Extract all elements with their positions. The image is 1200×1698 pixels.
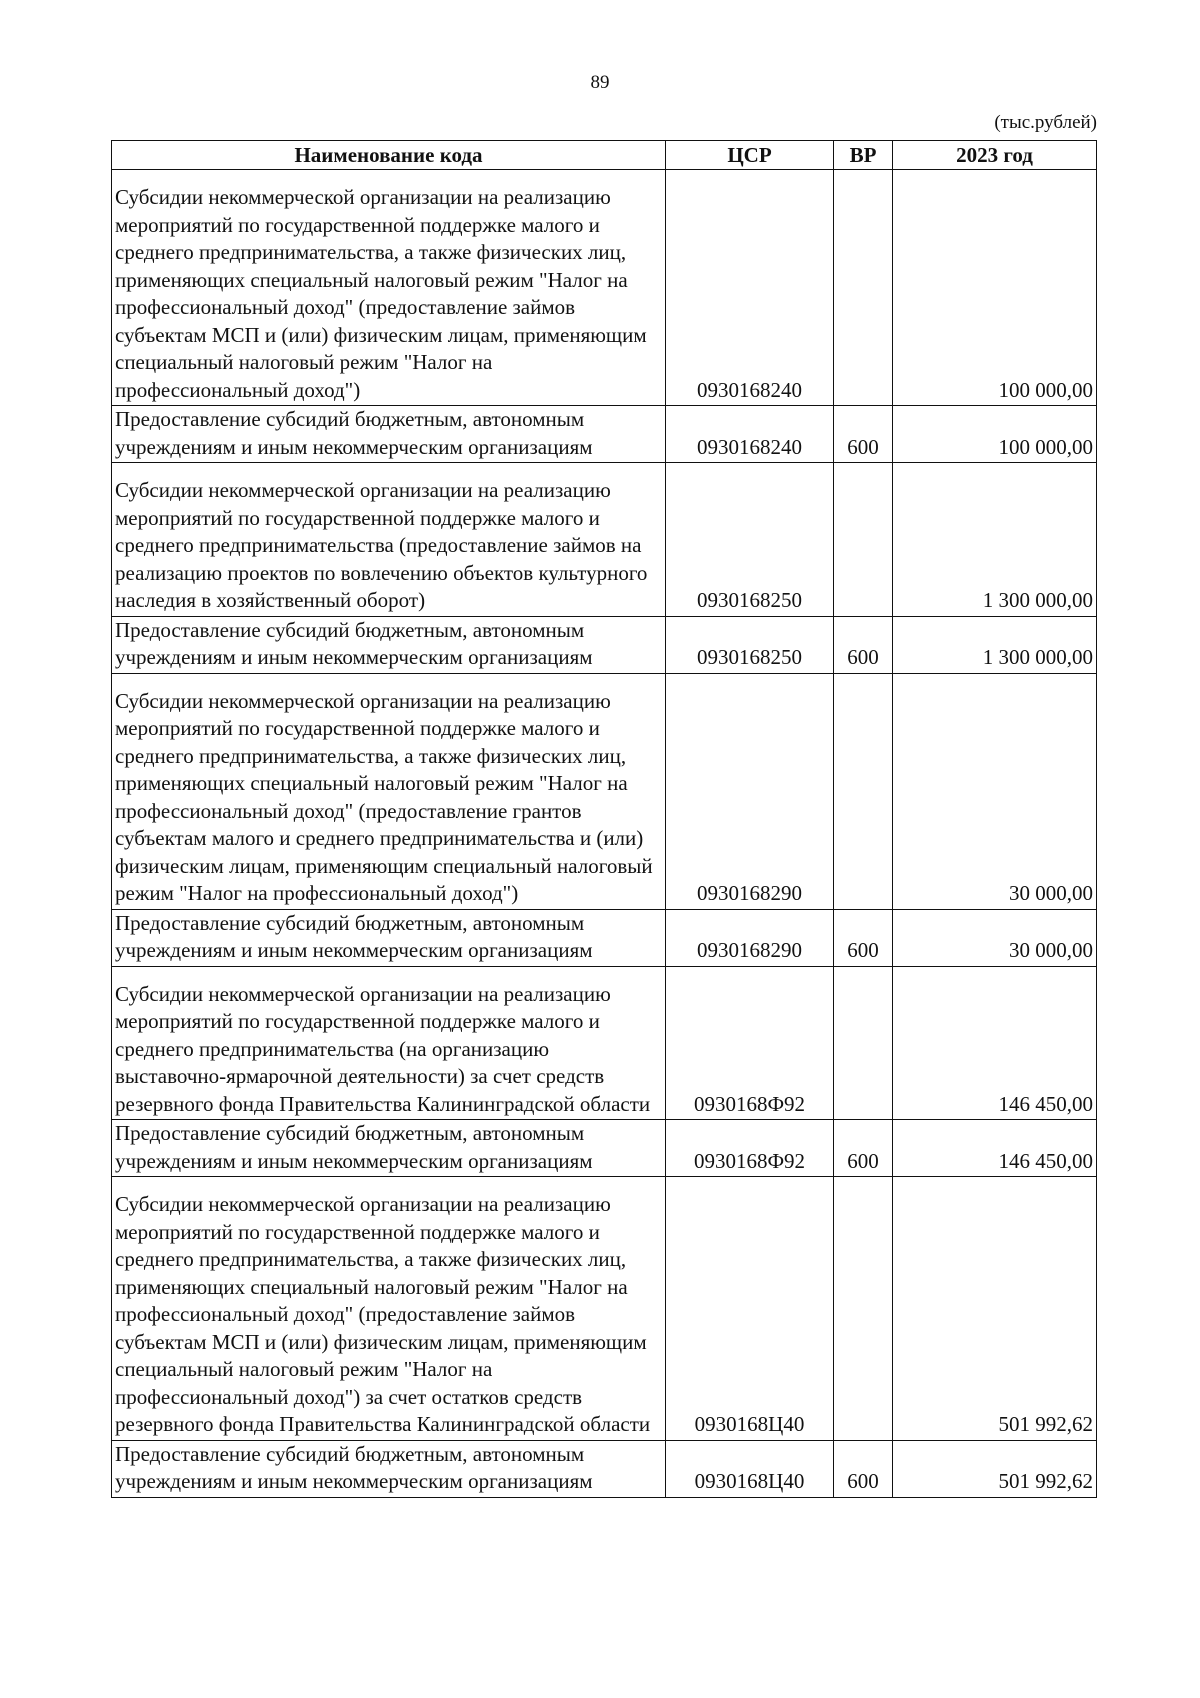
row-csr: 0930168250 (666, 616, 834, 673)
table-row (112, 1177, 1097, 1441)
row-vr (834, 1177, 893, 1441)
row-amount: 501 992,62 (893, 1177, 1097, 1441)
table-row (112, 463, 1097, 617)
row-vr (834, 966, 893, 1120)
row-vr: 600 (834, 1440, 893, 1497)
row-vr (834, 673, 893, 909)
row-vr (834, 463, 893, 617)
row-name: Субсидии некоммерческой организации на реализацию мероприятий по государственной поддержке малого и среднего предпринимательства, а также физических лиц, применяющих специальный налоговый режим "Налог на профессиональный доход" (предоставление грантов субъектам малого и среднего предпринимательства и (или) физическим лицам, применяющим специальный налоговый режим "Налог на профессиональный доход") (112, 673, 666, 909)
row-amount: 146 450,00 (893, 1120, 1097, 1177)
table-row (112, 966, 1097, 1120)
row-csr: 0930168Ц40 (666, 1177, 834, 1441)
table-row (112, 1440, 1097, 1497)
row-name: Предоставление субсидий бюджетным, автономным учреждениям и иным некоммерческим организациям (112, 909, 666, 966)
header-vr: ВР (834, 141, 893, 170)
row-csr: 0930168Ц40 (666, 1440, 834, 1497)
row-name: Предоставление субсидий бюджетным, автономным учреждениям и иным некоммерческим организациям (112, 406, 666, 463)
table-row (112, 909, 1097, 966)
row-name: Субсидии некоммерческой организации на реализацию мероприятий по государственной поддержке малого и среднего предпринимательства, а также физических лиц, применяющих специальный налоговый режим "Налог на профессиональный доход" (предоставление займов субъектам МСП и (или) физическим лицам, применяющим специальный налоговый режим "Налог на профессиональный доход") за счет остатков средств резервного фонда Правительства Калининградской области (112, 1177, 666, 1441)
row-vr (834, 170, 893, 406)
budget-table (111, 140, 1097, 1498)
row-vr: 600 (834, 909, 893, 966)
row-amount: 100 000,00 (893, 170, 1097, 406)
row-name: Субсидии некоммерческой организации на реализацию мероприятий по государственной поддержке малого и среднего предпринимательства, а также физических лиц, применяющих специальный налоговый режим "Налог на профессиональный доход" (предоставление займов субъектам МСП и (или) физическим лицам, применяющим специальный налоговый режим "Налог на профессиональный доход") (112, 170, 666, 406)
row-amount: 146 450,00 (893, 966, 1097, 1120)
header-year: 2023 год (893, 141, 1097, 170)
row-csr: 0930168240 (666, 406, 834, 463)
row-amount: 30 000,00 (893, 673, 1097, 909)
table-row (112, 406, 1097, 463)
row-amount: 100 000,00 (893, 406, 1097, 463)
row-amount: 1 300 000,00 (893, 616, 1097, 673)
row-amount: 501 992,62 (893, 1440, 1097, 1497)
row-name: Предоставление субсидий бюджетным, автономным учреждениям и иным некоммерческим организациям (112, 1440, 666, 1497)
row-vr: 600 (834, 616, 893, 673)
row-csr: 0930168240 (666, 170, 834, 406)
row-name: Субсидии некоммерческой организации на реализацию мероприятий по государственной поддержке малого и среднего предпринимательства (на организацию выставочно-ярмарочной деятельности) за счет средств резервного фонда Правительства Калининградской области (112, 966, 666, 1120)
table-row (112, 616, 1097, 673)
row-csr: 0930168Ф92 (666, 1120, 834, 1177)
header-csr: ЦСР (666, 141, 834, 170)
units-label: (тыс.рублей) (994, 112, 1097, 133)
row-name: Субсидии некоммерческой организации на реализацию мероприятий по государственной поддержке малого и среднего предпринимательства (предоставление займов на реализацию проектов по вовлечению объектов культурного наследия в хозяйственный оборот) (112, 463, 666, 617)
header-name: Наименование кода (112, 141, 666, 170)
row-amount: 1 300 000,00 (893, 463, 1097, 617)
row-amount: 30 000,00 (893, 909, 1097, 966)
row-csr: 0930168290 (666, 909, 834, 966)
row-csr: 0930168290 (666, 673, 834, 909)
row-name: Предоставление субсидий бюджетным, автономным учреждениям и иным некоммерческим организациям (112, 1120, 666, 1177)
table-row (112, 1120, 1097, 1177)
row-vr: 600 (834, 1120, 893, 1177)
row-name: Предоставление субсидий бюджетным, автономным учреждениям и иным некоммерческим организациям (112, 616, 666, 673)
table-header-row (112, 141, 1097, 170)
row-csr: 0930168Ф92 (666, 966, 834, 1120)
row-vr: 600 (834, 406, 893, 463)
table-row (112, 170, 1097, 406)
row-csr: 0930168250 (666, 463, 834, 617)
page-number: 89 (590, 72, 610, 93)
table-row (112, 673, 1097, 909)
